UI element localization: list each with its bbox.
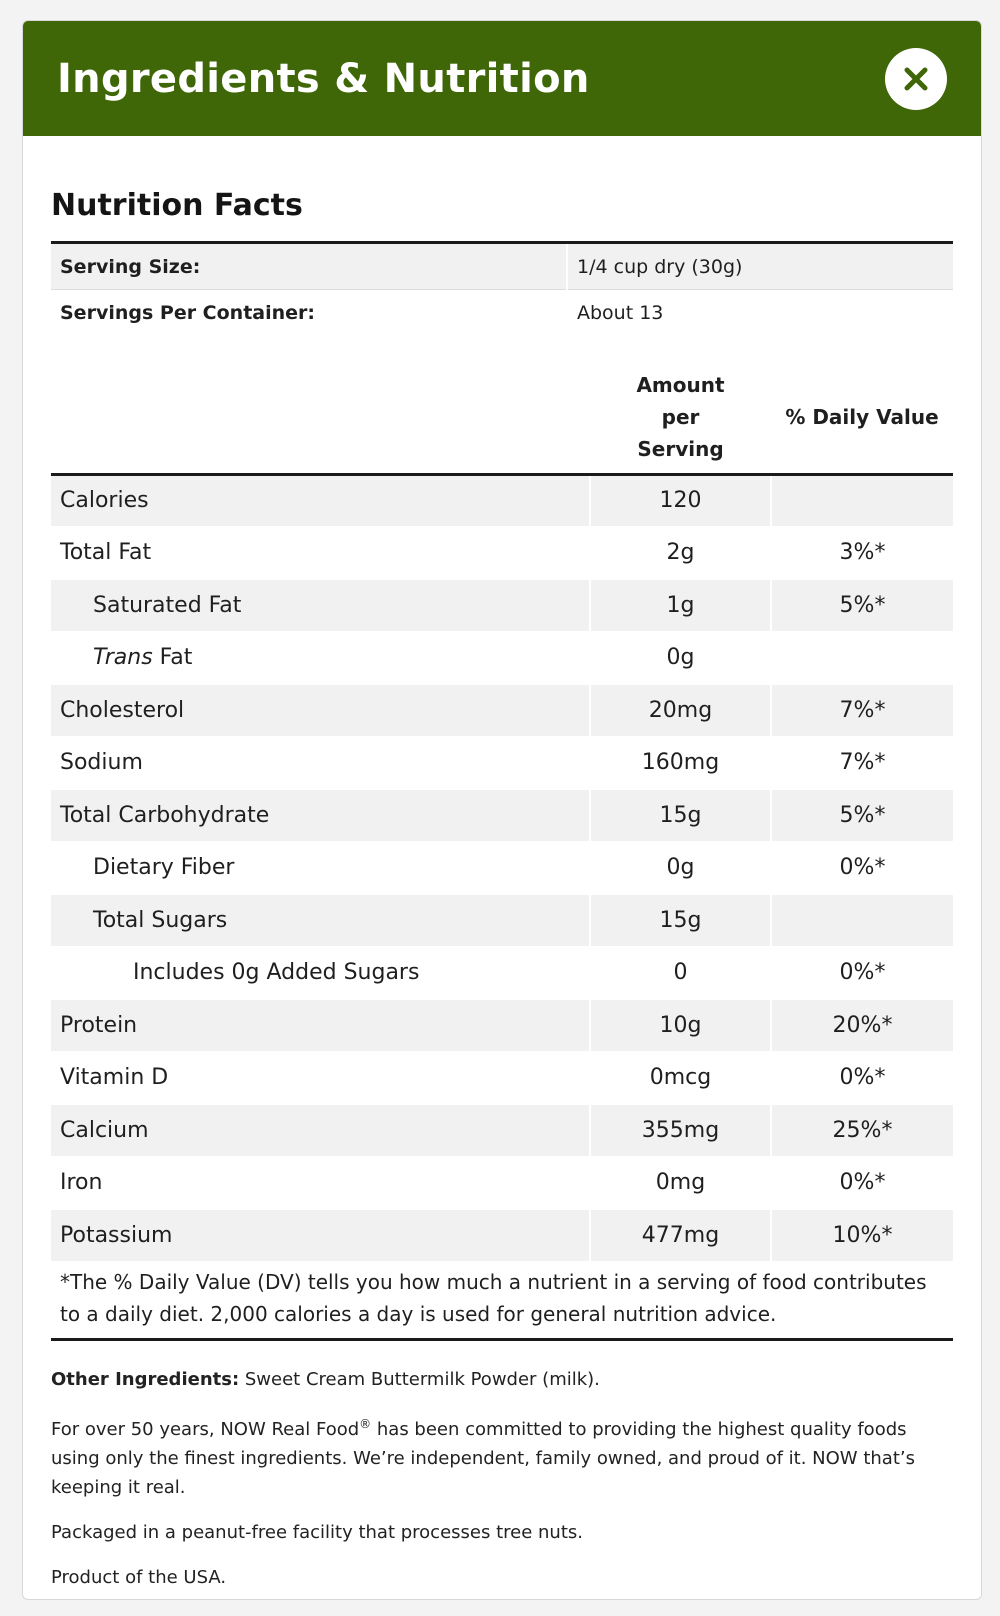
nutrient-name: Vitamin D — [51, 1052, 590, 1105]
table-row — [51, 947, 953, 1000]
table-row — [51, 632, 953, 685]
table-row — [51, 527, 953, 580]
nutrient-column-header — [51, 369, 590, 475]
nutrition-table-header — [51, 369, 953, 475]
nutrient-name — [51, 632, 590, 685]
nutrient-daily-value: 7%* — [771, 737, 953, 790]
nutrient-name: Calcium — [51, 1104, 590, 1157]
nutrient-daily-value: 5%* — [771, 789, 953, 842]
close-icon — [903, 66, 929, 92]
nutrient-daily-value — [771, 632, 953, 685]
serving-size-row — [51, 243, 953, 290]
nutrient-amount: 0g — [590, 842, 771, 895]
nutrient-name: Potassium — [51, 1209, 590, 1262]
nutrient-name: Sodium — [51, 737, 590, 790]
nutrient-amount: 15g — [590, 789, 771, 842]
table-row — [51, 1157, 953, 1210]
modal-header — [23, 21, 981, 136]
nutrient-name: Iron — [51, 1157, 590, 1210]
other-ingredients-value: Sweet Cream Buttermilk Powder (milk). — [239, 1369, 600, 1390]
table-row — [51, 1209, 953, 1262]
nutrient-name: Total Carbohydrate — [51, 789, 590, 842]
nutrient-amount: 0mg — [590, 1157, 771, 1210]
nutrient-amount: 120 — [590, 474, 771, 527]
servings-per-container-label: Servings Per Container: — [51, 290, 567, 337]
brand-statement-start: For over 50 years, NOW Real Food — [51, 1419, 360, 1440]
ingredients-nutrition-modal — [22, 20, 982, 1600]
nutrient-daily-value: 10%* — [771, 1209, 953, 1262]
daily-value-footnote: *The % Daily Value (DV) tells you how much a nutrient in a serving of food contributes to a daily diet. 2,000 calories a day is used for general nutrition advice. — [51, 1262, 953, 1341]
nutrient-daily-value: 0%* — [771, 1052, 953, 1105]
nutrient-name: Saturated Fat — [51, 579, 590, 632]
brand-statement-end: has been committed to providing the highest quality foods using only the finest ingredients. We’re independent, family owned, and proud of it. NOW that’s keeping it real. — [51, 1419, 915, 1498]
trans-fat-suffix: Fat — [152, 645, 193, 671]
nutrient-daily-value — [771, 474, 953, 527]
nutrient-amount: 0mcg — [590, 1052, 771, 1105]
nutrient-amount: 10g — [590, 999, 771, 1052]
table-row — [51, 789, 953, 842]
table-row — [51, 894, 953, 947]
nutrient-amount: 2g — [590, 527, 771, 580]
registered-mark: ® — [359, 1417, 372, 1431]
nutrition-facts-heading: Nutrition Facts — [51, 188, 303, 223]
nutrition-table — [51, 369, 953, 1263]
nutrient-amount: 0 — [590, 947, 771, 1000]
nutrient-name: Protein — [51, 999, 590, 1052]
nutrient-daily-value: 5%* — [771, 579, 953, 632]
servings-per-container-row — [51, 290, 953, 337]
brand-statement — [51, 1410, 953, 1502]
nutrient-amount: 15g — [590, 894, 771, 947]
nutrient-daily-value: 3%* — [771, 527, 953, 580]
nutrient-name: Total Fat — [51, 527, 590, 580]
nutrient-amount: 20mg — [590, 684, 771, 737]
daily-value-column-header: % Daily Value — [771, 369, 953, 475]
nutrient-daily-value: 20%* — [771, 999, 953, 1052]
nutrient-daily-value: 0%* — [771, 842, 953, 895]
table-row — [51, 1052, 953, 1105]
nutrient-name: Total Sugars — [51, 894, 590, 947]
serving-size-label: Serving Size: — [51, 243, 567, 290]
nutrient-daily-value: 25%* — [771, 1104, 953, 1157]
other-ingredients-label: Other Ingredients: — [51, 1369, 240, 1390]
table-row — [51, 579, 953, 632]
close-button[interactable] — [885, 48, 947, 110]
serving-size-value: 1/4 cup dry (30g) — [567, 243, 953, 290]
nutrient-amount: 355mg — [590, 1104, 771, 1157]
allergen-statement: Packaged in a peanut-free facility that processes tree nuts. — [51, 1522, 583, 1543]
nutrient-amount: 1g — [590, 579, 771, 632]
nutrient-name: Calories — [51, 474, 590, 527]
other-ingredients — [51, 1365, 953, 1394]
table-row — [51, 999, 953, 1052]
modal-title: Ingredients & Nutrition — [57, 55, 590, 102]
nutrient-amount: 477mg — [590, 1209, 771, 1262]
nutrient-name: Dietary Fiber — [51, 842, 590, 895]
nutrient-name: Cholesterol — [51, 684, 590, 737]
modal-content — [23, 188, 981, 1592]
amount-column-header: Amount per Serving — [590, 369, 771, 475]
table-row — [51, 737, 953, 790]
country-of-origin: Product of the USA. — [51, 1567, 227, 1588]
table-row — [51, 842, 953, 895]
table-row — [51, 1104, 953, 1157]
nutrient-daily-value — [771, 894, 953, 947]
nutrient-amount: 0g — [590, 632, 771, 685]
servings-per-container-value: About 13 — [577, 302, 664, 325]
trans-italic: Trans — [93, 645, 153, 671]
nutrient-daily-value: 0%* — [771, 1157, 953, 1210]
table-row — [51, 474, 953, 527]
nutrient-daily-value: 0%* — [771, 947, 953, 1000]
table-row — [51, 684, 953, 737]
nutrient-name: Includes 0g Added Sugars — [51, 947, 590, 1000]
serving-table — [51, 241, 953, 337]
nutrient-daily-value: 7%* — [771, 684, 953, 737]
nutrient-amount: 160mg — [590, 737, 771, 790]
